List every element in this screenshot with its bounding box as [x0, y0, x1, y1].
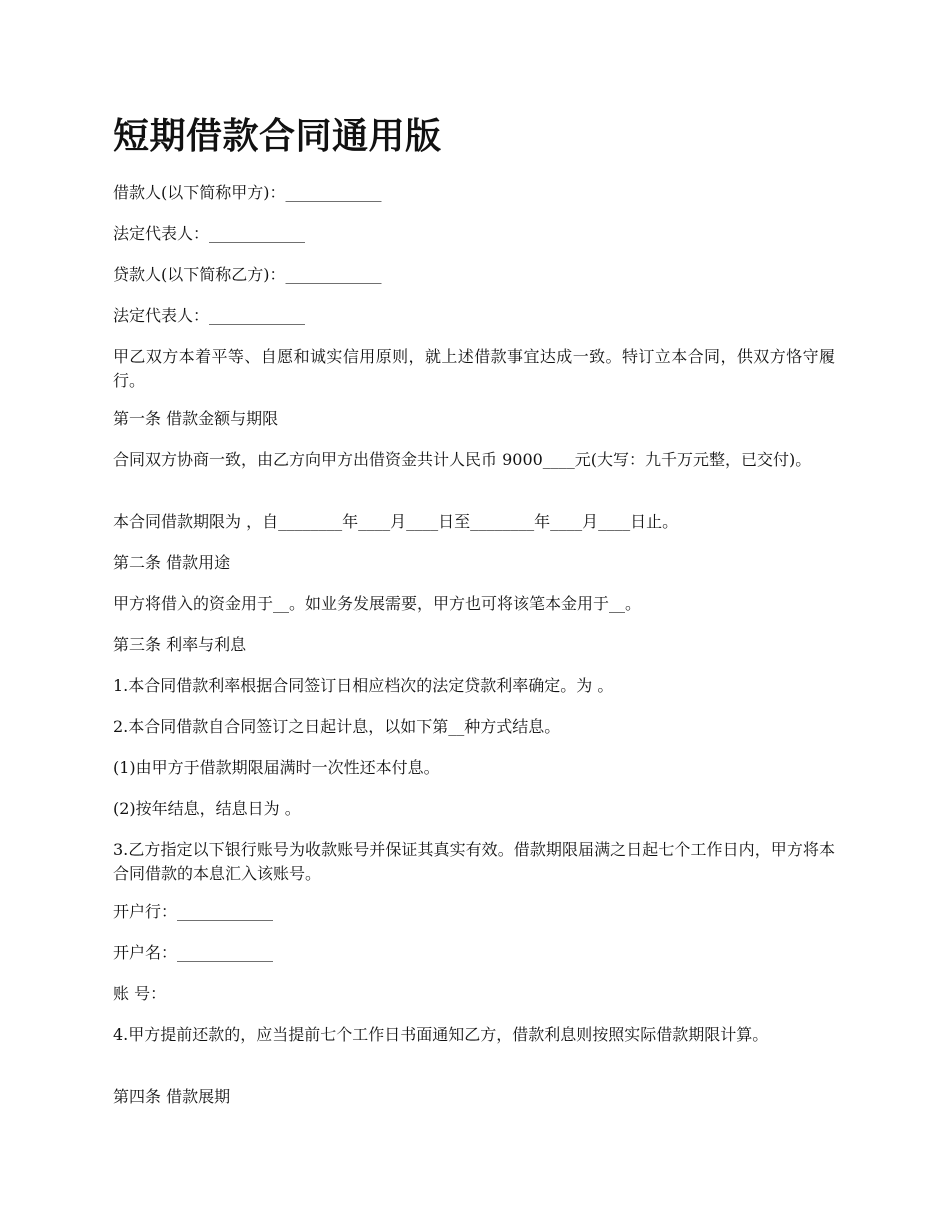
early-repayment-clause: 4.甲方提前还款的，应当提前七个工作日书面通知乙方，借款利息则按照实际借款期限计算。 [113, 1025, 769, 1044]
borrower-representative-line: 法定代表人：____________ [113, 224, 306, 243]
settlement-option-2: (2)按年结息，结息日为 。 [113, 799, 301, 818]
document-title: 短期借款合同通用版 [113, 115, 442, 157]
account-number-line: 账 号： [113, 984, 167, 1003]
loan-amount-paragraph: 合同双方协商一致，由乙方向甲方出借资金共计人民币 9000____元(大写：九千万元整，已交付)。 [113, 450, 812, 469]
lender-representative-line: 法定代表人：____________ [113, 306, 306, 325]
interest-calculation-clause: 2.本合同借款自合同签订之日起计息，以如下第__种方式结息。 [113, 717, 561, 736]
borrower-line: 借款人(以下简称甲方)：____________ [113, 183, 382, 202]
account-holder-line: 开户名：____________ [113, 943, 274, 962]
loan-purpose-paragraph: 甲方将借入的资金用于__。如业务发展需要，甲方也可将该笔本金用于__。 [113, 594, 642, 613]
lender-line: 贷款人(以下简称乙方)：____________ [113, 265, 382, 284]
bank-name-line: 开户行：____________ [113, 902, 274, 921]
interest-rate-clause: 1.本合同借款利率根据合同签订日相应档次的法定贷款利率确定。为 。 [113, 676, 614, 695]
article-3-heading: 第三条 利率与利息 [113, 635, 247, 654]
article-4-heading: 第四条 借款展期 [113, 1087, 231, 1106]
bank-account-clause: 3.乙方指定以下银行账号为收款账号并保证其真实有效。借款期限届满之日起七个工作日内，甲方将本合同借款的本息汇入该账号。 [113, 840, 835, 883]
loan-term-paragraph: 本合同借款期限为 ，自________年____月____日至________年____月____日止。 [113, 512, 679, 531]
article-1-heading: 第一条 借款金额与期限 [113, 409, 279, 428]
article-2-heading: 第二条 借款用途 [113, 553, 231, 572]
preamble-paragraph: 甲乙双方本着平等、自愿和诚实信用原则，就上述借款事宜达成一致。特订立本合同，供双方恪守履行。 [113, 347, 835, 390]
settlement-option-1: (1)由甲方于借款期限届满时一次性还本付息。 [113, 758, 440, 777]
